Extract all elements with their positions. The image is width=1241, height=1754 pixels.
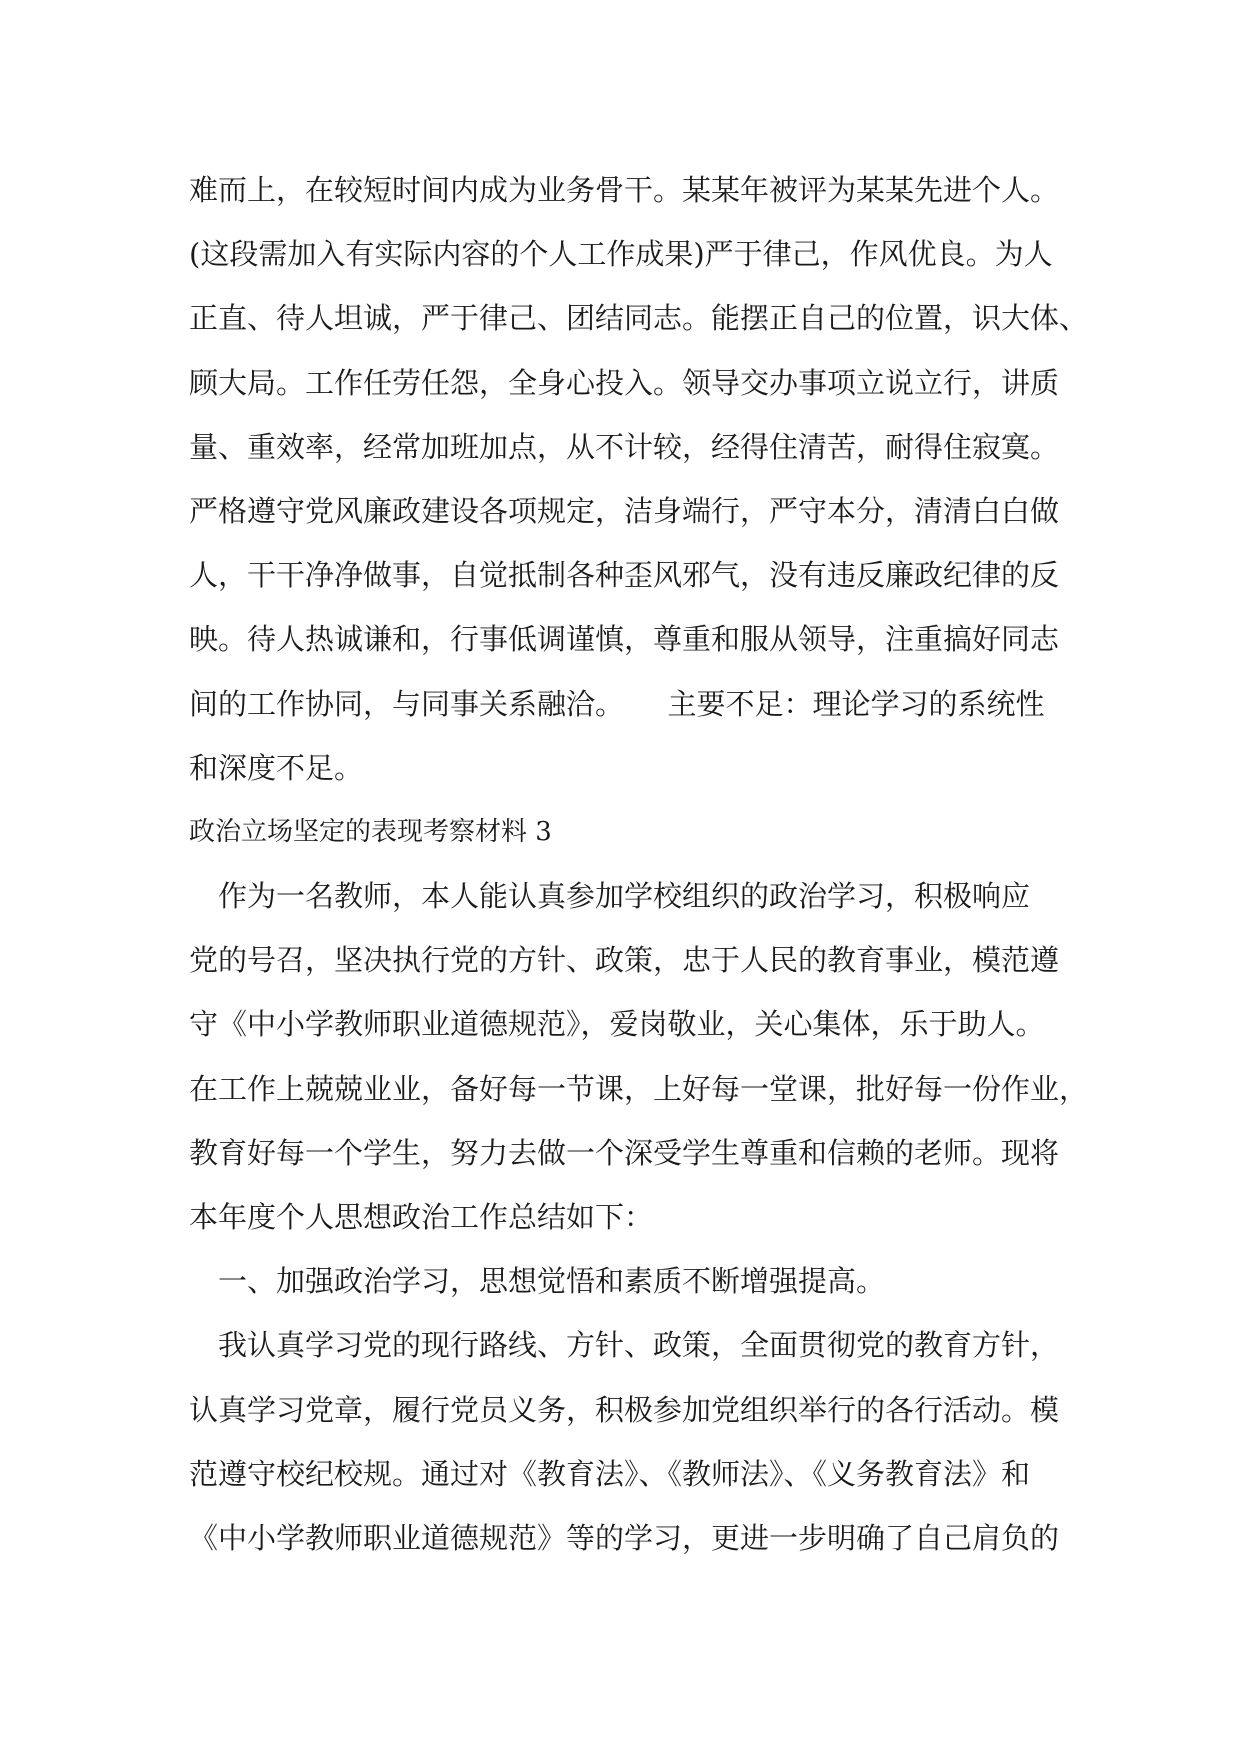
text-line: 量、重效率，经常加班加点，从不计较，经得住清苦，耐得住寂寞。	[189, 429, 1060, 464]
text-line: 本年度个人思想政治工作总结如下：	[189, 1200, 654, 1234]
text-line: 《中小学教师职业道德规范》等的学习，更进一步明确了自己肩负的	[189, 1520, 1060, 1555]
text-line: 难而上，在较短时间内成为业务骨干。某某年被评为某某先进个人。	[189, 173, 1060, 207]
text-line: 在工作上兢兢业业，备好每一节课，上好每一堂课，批好每一份作业，	[189, 1071, 1089, 1106]
text-line: 人，干干净净做事，自觉抵制各种歪风邪气，没有违反廉政纪律的反	[189, 558, 1060, 593]
text-line: 党的号召，坚决执行党的方针、政策，忠于人民的教育事业，模范遵	[189, 943, 1060, 978]
text-line: 作为一名教师，本人能认真参加学校组织的政治学习，积极响应	[189, 879, 1031, 914]
text-line: 范遵守校纪校规。通过对《教育法》、《教师法》、《义务教育法》和	[189, 1456, 1031, 1491]
document-body	[189, 158, 1089, 1570]
subsection-heading: 一、加强政治学习，思想觉悟和素质不断增强提高。	[189, 1264, 886, 1299]
section-heading: 政治立场坚定的表现考察材料 3	[189, 816, 552, 847]
text-line: 我认真学习党的现行路线、方针、政策，全面贯彻党的教育方针，	[189, 1328, 1060, 1363]
text-line: 间的工作协同，与同事关系融洽。 主要不足：理论学习的系统性	[189, 686, 1045, 721]
text-line: 教育好每一个学生，努力去做一个深受学生尊重和信赖的老师。现将	[189, 1135, 1060, 1170]
text-line: 映。待人热诚谦和，行事低调谨慎，尊重和服从领导，注重搞好同志	[189, 622, 1060, 657]
text-line: 和深度不足。	[189, 750, 364, 785]
text-line: 认真学习党章，履行党员义务，积极参加党组织举行的各行活动。模	[189, 1392, 1060, 1427]
text-line: (这段需加入有实际内容的个人工作成果)严于律己，作风优良。为人	[189, 237, 1053, 272]
text-line: 正直、待人坦诚，严于律己、团结同志。能摆正自己的位置，识大体、	[189, 301, 1089, 336]
text-line: 守《中小学教师职业道德规范》，爱岗敬业，关心集体，乐于助人。	[189, 1007, 1045, 1042]
text-line: 顾大局。工作任劳任怨，全身心投入。领导交办事项立说立行，讲质	[189, 365, 1060, 400]
text-line: 严格遵守党风廉政建设各项规定，洁身端行，严守本分，清清白白做	[189, 493, 1060, 528]
